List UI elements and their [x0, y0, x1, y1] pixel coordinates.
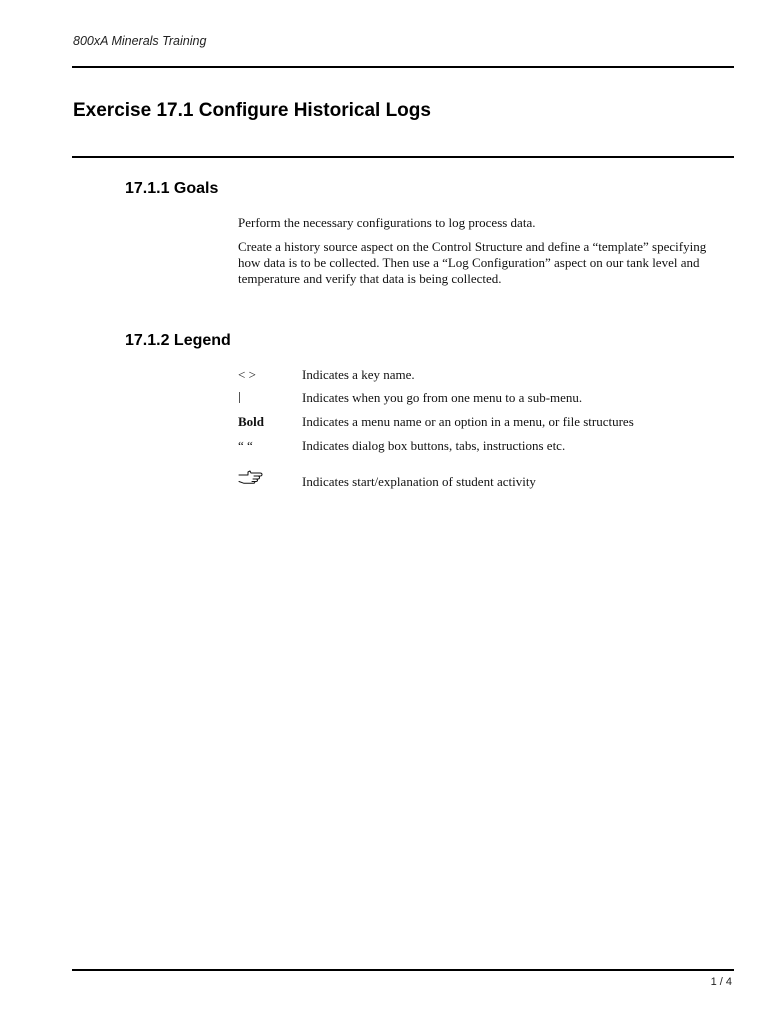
goals-paragraph: Create a history source aspect on the Control Structure and define a “template” specifying how data is to be collected. Then use a “Log Configuration” aspect on our tank level and temperature and verify that data is being collected.	[238, 239, 707, 286]
page-number: 1 / 4	[710, 976, 732, 988]
legend-description: Indicates dialog box buttons, tabs, instructions etc.	[302, 438, 566, 453]
legend-description: Indicates a key name.	[302, 367, 415, 382]
header-divider	[72, 66, 734, 68]
goals-paragraph: Perform the necessary configurations to log process data.	[238, 215, 536, 230]
legend-symbol-quotes: “ “	[238, 438, 253, 453]
hand-pointer-icon	[238, 470, 264, 484]
legend-symbol-key: < >	[238, 367, 256, 382]
legend-row	[238, 390, 728, 410]
legend-row	[238, 414, 728, 434]
legend-description: Indicates start/explanation of student activity	[302, 474, 536, 489]
menu-separator-icon	[239, 392, 240, 403]
legend-row	[238, 474, 728, 494]
footer-divider	[72, 969, 734, 971]
legend-row	[238, 367, 728, 387]
running-header: 800xA Minerals Training	[73, 34, 207, 48]
legend-symbol-submenu	[238, 390, 298, 406]
legend-symbol-bold: Bold	[238, 414, 265, 429]
legend-row	[238, 438, 728, 458]
legend-heading: 17.1.2 Legend	[125, 332, 231, 349]
legend-description: Indicates when you go from one menu to a sub-menu.	[302, 390, 583, 405]
exercise-title: Exercise 17.1 Configure Historical Logs	[73, 100, 431, 121]
title-divider	[72, 156, 734, 158]
goals-heading: 17.1.1 Goals	[125, 180, 219, 197]
legend-description: Indicates a menu name or an option in a menu, or file structures	[302, 414, 634, 429]
